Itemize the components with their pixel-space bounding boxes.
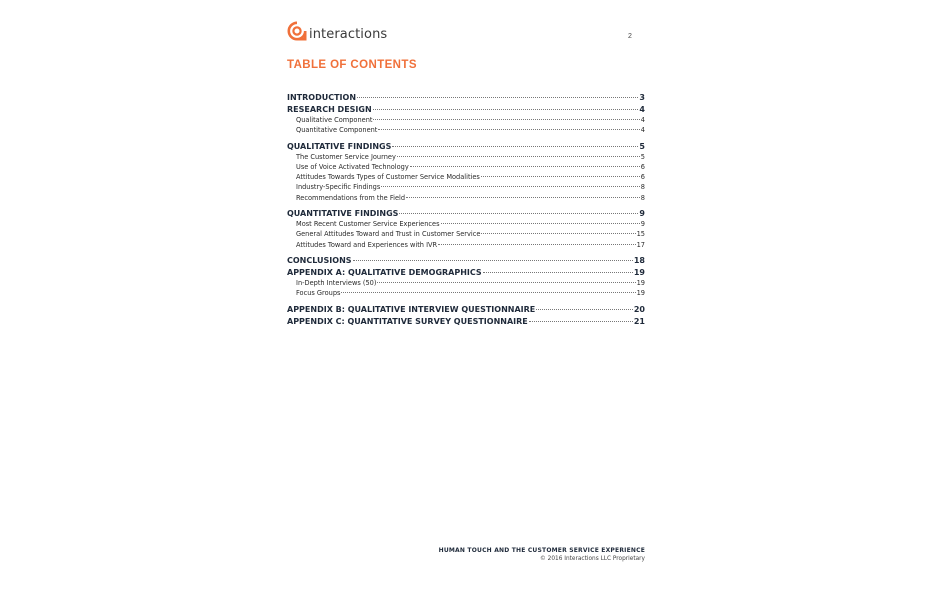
footer-copyright: © 2016 Interactions LLC Proprietary [540, 556, 645, 562]
company-logo [287, 17, 387, 41]
toc-section-entry[interactable] [287, 256, 645, 266]
toc-subsection-entry[interactable] [287, 125, 645, 135]
toc-entry-page-number: 3 [639, 93, 645, 102]
interactions-logo-icon [287, 21, 307, 41]
toc-subsection-entry[interactable] [287, 162, 645, 172]
toc-entry-label: Industry-Specific Findings [296, 183, 381, 192]
logo-wordmark: interactions [309, 27, 388, 42]
toc-entry-page-number: 20 [633, 304, 645, 314]
toc-dot-leader [406, 197, 640, 198]
toc-entry-page-number: 9 [640, 220, 645, 229]
toc-section-entry[interactable] [287, 317, 645, 327]
toc-dot-leader [529, 321, 633, 322]
toc-dot-leader [481, 233, 635, 234]
page-footer [439, 546, 645, 564]
table-of-contents [287, 93, 645, 327]
toc-dot-leader [378, 129, 639, 130]
toc-entry-page-number: 15 [636, 230, 645, 239]
toc-section-entry[interactable] [287, 93, 645, 103]
toc-entry-page-number: 6 [640, 173, 645, 182]
toc-section-entry[interactable] [287, 142, 645, 152]
toc-entry-page-number: 18 [633, 255, 645, 265]
toc-entry-label: INTRODUCTION [287, 93, 357, 102]
toc-subsection-entry[interactable] [287, 115, 645, 125]
toc-dot-leader [377, 282, 635, 283]
toc-entry-label: QUALITATIVE FINDINGS [287, 141, 392, 151]
toc-entry-label: Qualitative Component [296, 116, 373, 124]
toc-entry-page-number: 8 [640, 183, 645, 192]
toc-dot-leader [353, 260, 633, 261]
toc-entry-label: In-Depth Interviews (50) [296, 278, 377, 287]
toc-dot-leader [357, 97, 638, 98]
toc-dot-leader [536, 309, 633, 310]
toc-dot-leader [373, 109, 639, 110]
toc-entry-label: Recommendations from the Field [296, 193, 406, 202]
toc-subsection-entry[interactable] [287, 152, 645, 162]
footer-document-title: HUMAN TOUCH AND THE CUSTOMER SERVICE EXPERIENCE [438, 547, 645, 554]
toc-entry-page-number: 6 [640, 162, 645, 171]
toc-dot-leader [483, 272, 633, 273]
toc-subsection-entry[interactable] [287, 182, 645, 192]
toc-dot-leader [399, 213, 638, 214]
toc-entry-label: QUANTITATIVE FINDINGS [287, 209, 399, 219]
toc-entry-label: RESEARCH DESIGN [287, 105, 372, 114]
toc-dot-leader [373, 119, 639, 120]
toc-entry-label: Focus Groups [296, 289, 341, 298]
toc-entry-label: APPENDIX B: QUALITATIVE INTERVIEW QUESTIONNAIRE [287, 304, 536, 314]
toc-entry-page-number: 9 [639, 209, 645, 219]
toc-entry-page-number: 19 [633, 267, 645, 277]
toc-dot-leader [481, 176, 640, 177]
toc-dot-leader [341, 292, 635, 293]
toc-entry-label: APPENDIX A: QUALITATIVE DEMOGRAPHICS [287, 267, 482, 277]
toc-subsection-entry[interactable] [287, 229, 645, 239]
toc-entry-label: CONCLUSIONS [287, 255, 352, 265]
toc-subsection-entry[interactable] [287, 219, 645, 229]
toc-heading: TABLE OF CONTENTS [287, 59, 417, 71]
toc-entry-label: Attitudes Towards Types of Customer Service Modalities [296, 173, 480, 182]
toc-section-entry[interactable] [287, 105, 645, 115]
toc-subsection-entry[interactable] [287, 193, 645, 203]
toc-entry-label: General Attitudes Toward and Trust in Customer Service [296, 230, 481, 239]
toc-dot-leader [381, 186, 640, 187]
toc-entry-page-number: 4 [639, 105, 645, 114]
toc-dot-leader [410, 166, 640, 167]
toc-entry-page-number: 4 [640, 116, 645, 124]
toc-entry-page-number: 19 [636, 289, 645, 298]
toc-dot-leader [397, 156, 640, 157]
toc-subsection-entry[interactable] [287, 172, 645, 182]
toc-dot-leader [392, 146, 638, 147]
toc-subsection-entry[interactable] [287, 288, 645, 298]
toc-entry-label: Most Recent Customer Service Experiences [296, 220, 440, 229]
toc-entry-label: Quantitative Component [296, 126, 378, 135]
toc-entry-page-number: 21 [633, 316, 645, 326]
toc-section-entry[interactable] [287, 268, 645, 278]
toc-section-entry[interactable] [287, 209, 645, 219]
toc-subsection-entry[interactable] [287, 278, 645, 288]
toc-entry-label: The Customer Service Journey [296, 152, 396, 161]
toc-entry-page-number: 19 [636, 278, 645, 287]
toc-dot-leader [438, 244, 635, 245]
toc-entry-page-number: 4 [640, 126, 645, 135]
page-number: 2 [628, 33, 632, 40]
toc-entry-label: Use of Voice Activated Technology [296, 162, 409, 171]
toc-entry-page-number: 8 [640, 193, 645, 202]
toc-dot-leader [441, 223, 640, 224]
toc-subsection-entry[interactable] [287, 240, 645, 250]
toc-entry-label: Attitudes Toward and Experiences with IVR [296, 240, 438, 249]
toc-entry-label: APPENDIX C: QUANTITATIVE SURVEY QUESTIONNAIRE [287, 316, 528, 326]
toc-entry-page-number: 5 [639, 141, 645, 151]
toc-entry-page-number: 17 [636, 240, 645, 249]
toc-section-entry[interactable] [287, 305, 645, 315]
toc-entry-page-number: 5 [640, 152, 645, 161]
